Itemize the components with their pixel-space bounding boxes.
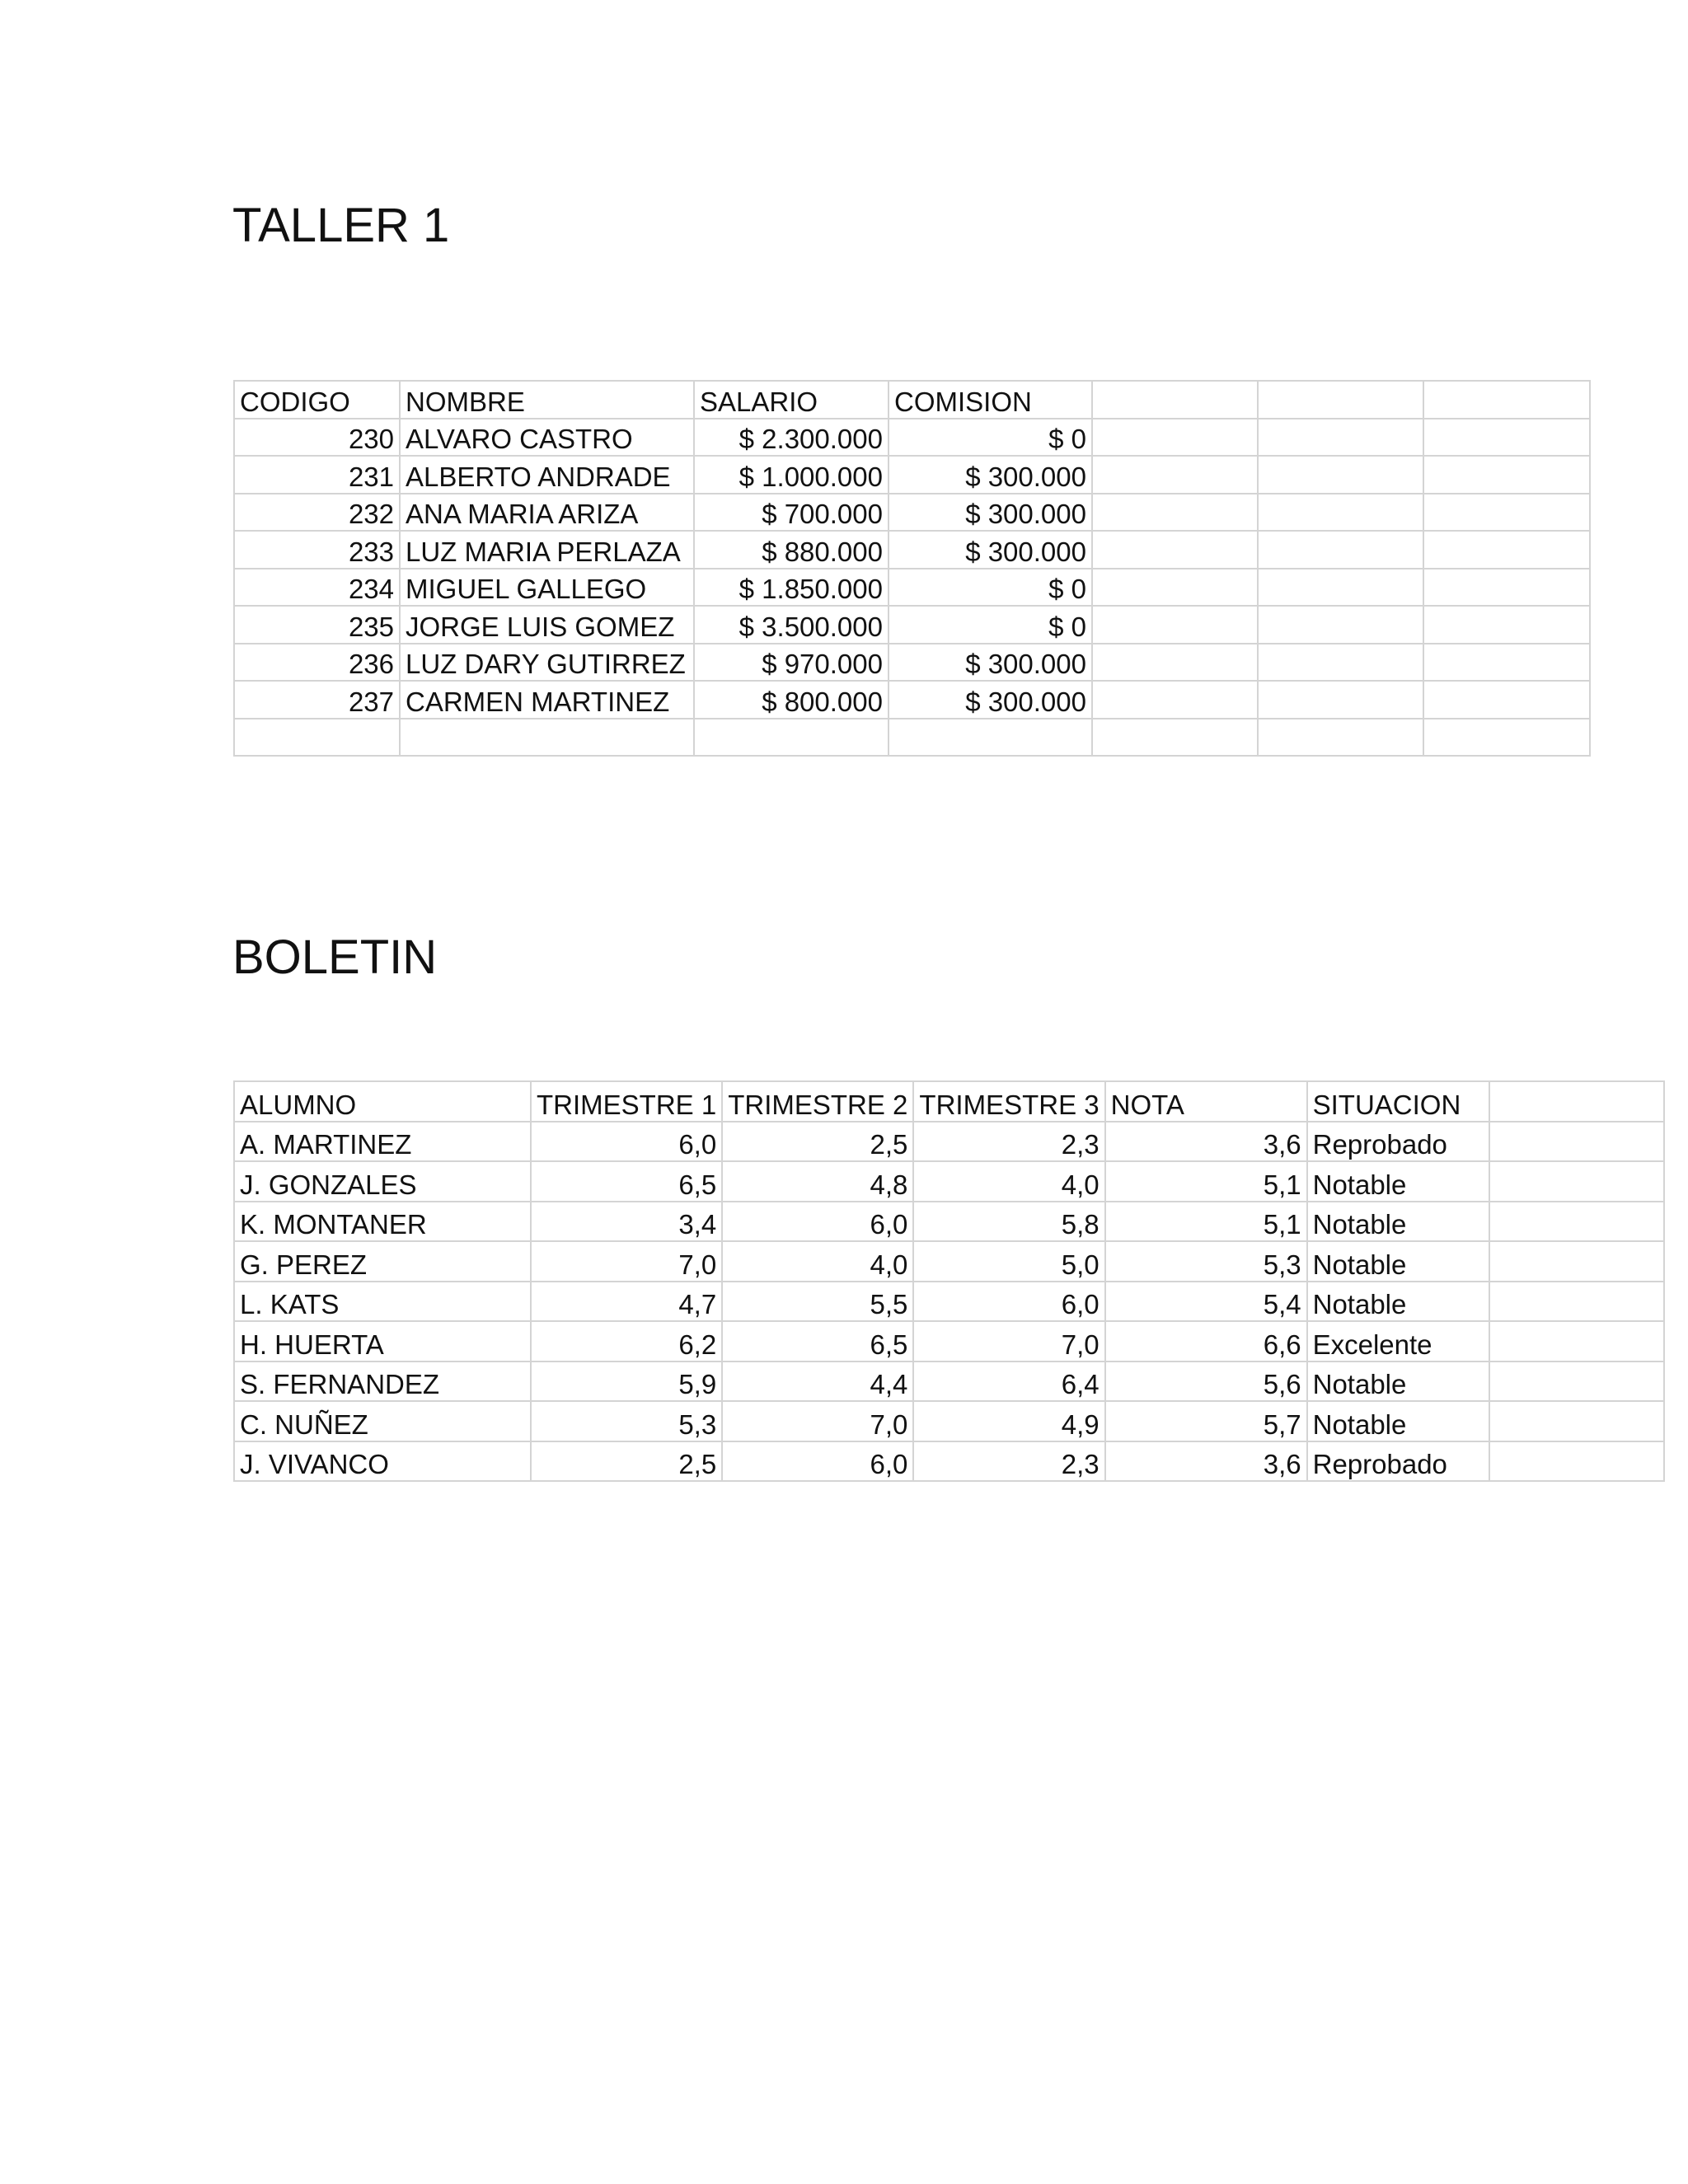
empty-cell [1423,494,1590,532]
empty-cell [1423,606,1590,644]
empty-cell [1092,381,1258,419]
cell-salario: $ 2.300.000 [694,419,889,457]
cell-alumno: A. MARTINEZ [234,1122,531,1162]
cell-codigo: 235 [234,606,400,644]
taller-table [233,380,1591,757]
table-row [234,494,1590,532]
empty-cell [1489,1081,1664,1122]
cell-comision: $ 300.000 [889,494,1092,532]
cell-trimestre-2: 6,0 [722,1202,913,1242]
empty-cell [1489,1161,1664,1202]
cell-nombre: ALBERTO ANDRADE [400,456,694,494]
empty-cell [1092,531,1258,569]
table-row [234,681,1590,719]
cell-situacion: Notable [1307,1361,1489,1402]
table-row [234,569,1590,607]
cell-trimestre-2: 4,8 [722,1161,913,1202]
table-header-row [234,1081,1664,1122]
empty-cell [1258,456,1423,494]
cell-nota: 5,4 [1105,1282,1307,1322]
cell-nota: 5,1 [1105,1161,1307,1202]
empty-cell [1092,456,1258,494]
cell-nombre: ANA MARIA ARIZA [400,494,694,532]
cell-trimestre-1: 4,7 [531,1282,722,1322]
cell-comision: $ 0 [889,419,1092,457]
cell-nombre: LUZ MARIA PERLAZA [400,531,694,569]
empty-cell [1092,494,1258,532]
empty-cell [889,719,1092,757]
table-row [234,644,1590,682]
cell-trimestre-3: 6,0 [913,1282,1104,1322]
cell-nota: 5,3 [1105,1241,1307,1282]
header-codigo: CODIGO [234,381,400,419]
header-situacion: SITUACION [1307,1081,1489,1122]
header-alumno: ALUMNO [234,1081,531,1122]
cell-salario: $ 800.000 [694,681,889,719]
cell-nombre: MIGUEL GALLEGO [400,569,694,607]
cell-trimestre-1: 6,5 [531,1161,722,1202]
cell-trimestre-2: 4,4 [722,1361,913,1402]
cell-comision: $ 300.000 [889,644,1092,682]
cell-alumno: J. VIVANCO [234,1441,531,1482]
cell-alumno: L. KATS [234,1282,531,1322]
table-row [234,1282,1664,1322]
empty-cell [1092,644,1258,682]
header-nota: NOTA [1105,1081,1307,1122]
cell-comision: $ 0 [889,569,1092,607]
cell-alumno: J. GONZALES [234,1161,531,1202]
table-row [234,1321,1664,1361]
cell-trimestre-1: 6,0 [531,1122,722,1162]
header-nombre: NOMBRE [400,381,694,419]
cell-codigo: 236 [234,644,400,682]
boletin-table [233,1080,1665,1482]
empty-cell [694,719,889,757]
table-row [234,1122,1664,1162]
cell-comision: $ 300.000 [889,531,1092,569]
empty-cell [1423,644,1590,682]
header-trimestre-2: TRIMESTRE 2 [722,1081,913,1122]
empty-cell [1258,381,1423,419]
cell-salario: $ 1.000.000 [694,456,889,494]
header-trimestre-3: TRIMESTRE 3 [913,1081,1104,1122]
cell-trimestre-3: 7,0 [913,1321,1104,1361]
cell-trimestre-1: 7,0 [531,1241,722,1282]
cell-codigo: 232 [234,494,400,532]
table-header-row [234,381,1590,419]
cell-trimestre-1: 6,2 [531,1321,722,1361]
cell-situacion: Notable [1307,1202,1489,1242]
cell-trimestre-2: 4,0 [722,1241,913,1282]
cell-alumno: S. FERNANDEZ [234,1361,531,1402]
cell-nombre: ALVARO CASTRO [400,419,694,457]
empty-cell [1258,681,1423,719]
header-comision: COMISION [889,381,1092,419]
empty-cell [1258,606,1423,644]
cell-nota: 5,6 [1105,1361,1307,1402]
cell-situacion: Reprobado [1307,1441,1489,1482]
cell-situacion: Notable [1307,1241,1489,1282]
empty-cell [1489,1441,1664,1482]
cell-trimestre-1: 5,3 [531,1401,722,1441]
cell-trimestre-2: 6,0 [722,1441,913,1482]
cell-trimestre-3: 5,8 [913,1202,1104,1242]
empty-cell [1092,419,1258,457]
empty-cell [1489,1361,1664,1402]
empty-cell [1423,531,1590,569]
empty-cell [1092,606,1258,644]
cell-codigo: 237 [234,681,400,719]
table-row [234,456,1590,494]
table-row [234,1361,1664,1402]
cell-alumno: G. PEREZ [234,1241,531,1282]
cell-alumno: C. NUÑEZ [234,1401,531,1441]
cell-situacion: Excelente [1307,1321,1489,1361]
cell-trimestre-3: 2,3 [913,1122,1104,1162]
empty-cell [1423,681,1590,719]
empty-cell [1092,569,1258,607]
header-trimestre-1: TRIMESTRE 1 [531,1081,722,1122]
cell-situacion: Notable [1307,1161,1489,1202]
cell-situacion: Notable [1307,1401,1489,1441]
empty-cell [1489,1202,1664,1242]
empty-cell [1489,1401,1664,1441]
empty-cell [1489,1122,1664,1162]
cell-trimestre-1: 5,9 [531,1361,722,1402]
cell-salario: $ 970.000 [694,644,889,682]
header-salario: SALARIO [694,381,889,419]
empty-cell [1423,719,1590,757]
empty-cell [1258,719,1423,757]
empty-cell [1258,494,1423,532]
table-row [234,1401,1664,1441]
cell-nota: 6,6 [1105,1321,1307,1361]
taller-title: TALLER 1 [232,199,450,252]
empty-cell [234,719,400,757]
cell-trimestre-1: 3,4 [531,1202,722,1242]
empty-cell [1489,1282,1664,1322]
empty-cell [1423,419,1590,457]
cell-trimestre-3: 5,0 [913,1241,1104,1282]
cell-situacion: Notable [1307,1282,1489,1322]
table-row [234,719,1590,757]
cell-nombre: JORGE LUIS GOMEZ [400,606,694,644]
cell-codigo: 234 [234,569,400,607]
cell-salario: $ 3.500.000 [694,606,889,644]
cell-nota: 5,7 [1105,1401,1307,1441]
cell-trimestre-2: 5,5 [722,1282,913,1322]
cell-nota: 3,6 [1105,1441,1307,1482]
table-row [234,1241,1664,1282]
empty-cell [1423,456,1590,494]
boletin-title: BOLETIN [232,930,438,984]
table-row [234,606,1590,644]
cell-trimestre-3: 4,0 [913,1161,1104,1202]
table-row [234,531,1590,569]
cell-salario: $ 700.000 [694,494,889,532]
cell-nombre: LUZ DARY GUTIRREZ [400,644,694,682]
cell-nota: 3,6 [1105,1122,1307,1162]
cell-codigo: 231 [234,456,400,494]
cell-comision: $ 300.000 [889,681,1092,719]
empty-cell [1423,381,1590,419]
table-row [234,1202,1664,1242]
empty-cell [1258,419,1423,457]
empty-cell [1258,644,1423,682]
cell-alumno: K. MONTANER [234,1202,531,1242]
cell-trimestre-2: 7,0 [722,1401,913,1441]
cell-trimestre-3: 2,3 [913,1441,1104,1482]
cell-nota: 5,1 [1105,1202,1307,1242]
cell-trimestre-2: 6,5 [722,1321,913,1361]
cell-nombre: CARMEN MARTINEZ [400,681,694,719]
cell-alumno: H. HUERTA [234,1321,531,1361]
table-row [234,419,1590,457]
cell-trimestre-3: 6,4 [913,1361,1104,1402]
cell-trimestre-1: 2,5 [531,1441,722,1482]
table-row [234,1441,1664,1482]
cell-comision: $ 0 [889,606,1092,644]
cell-situacion: Reprobado [1307,1122,1489,1162]
empty-cell [1092,681,1258,719]
cell-codigo: 230 [234,419,400,457]
cell-trimestre-2: 2,5 [722,1122,913,1162]
cell-trimestre-3: 4,9 [913,1401,1104,1441]
empty-cell [1489,1321,1664,1361]
empty-cell [1489,1241,1664,1282]
empty-cell [1258,531,1423,569]
empty-cell [1258,569,1423,607]
empty-cell [1423,569,1590,607]
empty-cell [1092,719,1258,757]
cell-salario: $ 880.000 [694,531,889,569]
cell-salario: $ 1.850.000 [694,569,889,607]
cell-codigo: 233 [234,531,400,569]
empty-cell [400,719,694,757]
table-row [234,1161,1664,1202]
cell-comision: $ 300.000 [889,456,1092,494]
